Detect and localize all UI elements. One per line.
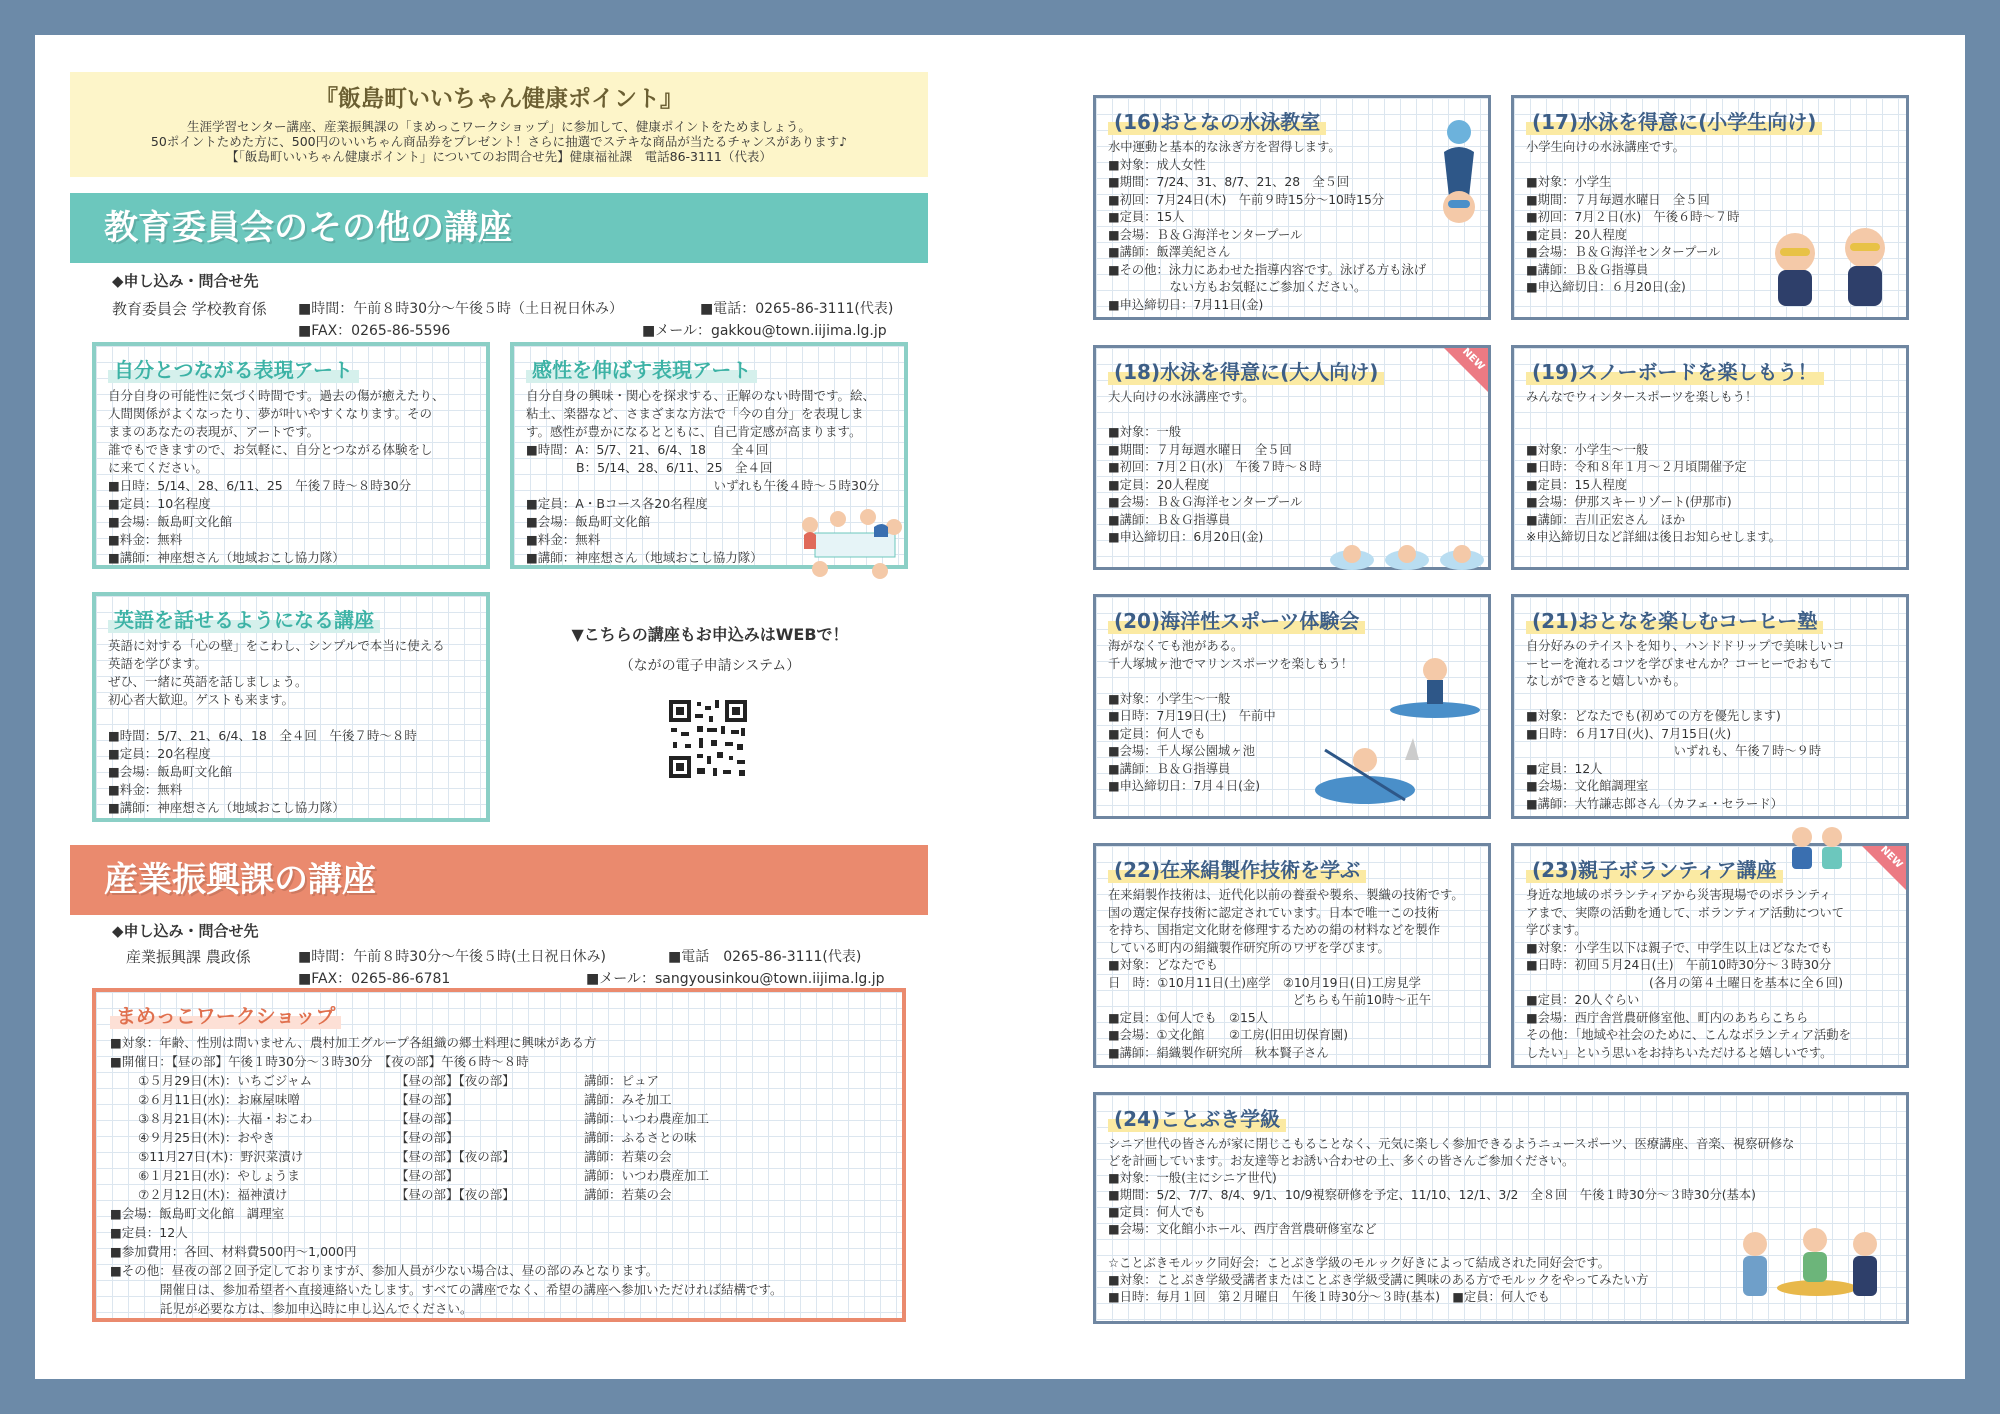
qr-code[interactable] [667,698,749,780]
workshop-box [92,988,906,1322]
schedule-teacher: 講師：若葉の会 [584,1187,672,1202]
schedule-date: ⑥１月21日(水)：やしょうま [138,1168,300,1183]
course-title: (16)おとなの水泳教室 [1108,106,1326,135]
course-title: (21)おとなを楽しむコーヒー塾 [1526,605,1823,634]
education-email[interactable]: ■メール：gakkou@town.iijima.lg.jp [642,323,887,339]
course-body: 海がなくても池がある。 千人塚城ヶ池でマリンスポーツを楽しもう！ ■対象：小学生～一般 ■日時：7月19日(土) 午前中 ■定員：何人でも ■会場：千人塚公園城ヶ池 ■講師：Ｂ＆Ｇ指導員 ■申込締切日：7月４日(金) [1108,639,1354,793]
qr-code-graphic [667,698,749,780]
course-body: 在来絹製作技術は、近代化以前の養蚕や製糸、製織の技術です。 国の選定保存技術に認定されています。日本で唯一この技術 を持ち、国指定文化財を修理するための絹の材料などを製作 している町内の絹織製作研究所のワザを学びます。 ■対象：どなたでも 日 時：①10月11日(土)座学 ②10月19日(日)工房見学 どちらも午前10時～正午 ■定員：①何人でも ②15人 ■会場：①文化館 ②工房(旧田切保育園) ■講師：絹織製作研究所 秋本賢子さん [1108,888,1464,1060]
course-box [1093,843,1491,1068]
course-body: 自分好みのテイストを知り、ハンドドリップで美味しいコ ーヒーを淹れるコツを学びませんか？コーヒーでおもて なしができると嬉しいかも。 ■対象：どなたでも(初めての方を優先します) ■日時：６月17日(火)、7月15日(火) いずれも、午後７時～９時 ■定員：12人 ■会場：文化館調理室 ■講師：大竹謙志郎さん（カフェ・セラード） [1526,639,1845,811]
schedule-row [110,1185,888,1204]
schedule-date: ⑦２月12日(木)：福神漬け [138,1187,288,1202]
schedule-row [110,1071,888,1090]
health-point-title: 『飯島町いいちゃん健康ポイント』 [315,86,683,112]
course-title: (20)海洋性スポーツ体験会 [1108,605,1365,634]
swimmers-illustration [1322,530,1492,620]
education-fax: ■FAX：0265-86-5596 [298,323,451,339]
course-body: 大人向けの水泳講座です。 ■対象：一般 ■期間：７月毎週水曜日 全５回 ■初回：7月２日(水) 午後７時～８時 ■定員：20人程度 ■会場：Ｂ＆Ｇ海洋センタープール ■講師：Ｂ＆Ｇ指導員 ■申込締切日：6月20日(金) [1108,390,1322,544]
schedule-teacher: 講師：いつわ農産加工 [584,1111,710,1126]
course-box [1511,594,1909,819]
schedule-date: ①５月29日(木)：いちごジャム [138,1073,313,1088]
schedule-date: ③８月21日(木)：大福・おこわ [138,1111,313,1126]
industry-email[interactable]: ■メール：sangyousinkou@town.iijima.lg.jp [586,971,885,987]
course-title: (18)水泳を得意に(大人向け) [1108,356,1384,385]
kids-stretching-illustration [1760,218,1900,318]
schedule-part: 【昼の部】 [396,1092,459,1107]
schedule-part: 【昼の部】【夜の部】 [396,1149,515,1164]
web-application-note [520,622,900,675]
workshop-dates-heading: ■開催日：【昼の部】午後１時30分～３時30分 【夜の部】午後６時～８時 [110,1054,529,1069]
schedule-row [110,1166,888,1185]
course-box [1511,843,1909,1068]
industry-phone: ■電話 0265-86-3111(代表) [668,949,862,965]
schedule-row [110,1128,888,1147]
seniors-illustration [1725,1220,1895,1320]
schedule-part: 【昼の部】 [396,1130,459,1145]
course-title: 英語を話せるようになる講座 [108,604,380,633]
health-point-line: 生涯学習センター講座、産業振興課の「まめっこワークショップ」に参加して、健康ポイントをためましょう。 [187,119,811,134]
workshop-title: まめっこワークショップ [110,1000,341,1029]
new-badge-label: NEW [1877,844,1905,871]
course-body: 小学生向けの水泳講座です。 ■対象：小学生 ■期間：７月毎週水曜日 全５回 ■初回：7月２日(水) 午後６時～７時 ■定員：20人程度 ■会場：Ｂ＆Ｇ海洋センタープール ■講師：Ｂ＆Ｇ指導員 ■申込締切日：６月20日(金) [1526,140,1740,294]
course-body: 身近な地域のボランティアから災害現場でのボランティ アまで、実際の活動を通して、ボランティア活動について 学びます。 ■対象：小学生以下は親子で、中学生以上はどなたでも ■日時：初回５月24日(土) 午前10時30分～３時30分 (各月の第４土曜日を基本に全６回) ■定員：20人ぐらい ■会場：西庁舎営農研修室他、町内のあちらこちら その他：「地域や社会のために、こんなボランティア活動を したい」という思いをお持ちいただけると嬉しいです。 [1526,888,1851,1060]
schedule-teacher: 講師：若葉の会 [584,1149,672,1164]
workshop-footer: ■会場：飯島町文化館 調理室 ■定員：12人 ■参加費用：各回、材料費500円～1,000円 ■その他：昼夜の部２回予定しておりますが、参加人員が少ない場合は、昼の部のみとなります。 開催日は、参加希望者へ直接連絡いたします。すべての講座でなく、希望の講座へ参加いただければ結構です。 託児が必要な方は、参加申込時に申し込んでください。 [110,1206,783,1316]
schedule-date: ④９月25日(木)：おやき [138,1130,275,1145]
schedule-date: ②６月11日(水)：お麻屋味噌 [138,1092,300,1107]
course-body: 英語に対する「心の壁」をこわし、シンプルで本当に使える 英語を学びます。 ぜひ、一緒に英語を話しましょう。 初心者大歓迎。ゲストも来ます。 ■時間：5/7、21、6/4、18 全４回 午後７時～８時 ■定員：20名程度 ■会場：飯島町文化館 ■料金：無料 ■講師：神座想さん（地域おこし協力隊） [108,638,445,815]
course-box-art-self [92,342,490,569]
schedule-teacher: 講師：ピュア [584,1073,660,1088]
health-point-line: 【「飯島町いいちゃん健康ポイント」についてのお問合せ先】健康福祉課 電話86-3111（代表） [226,149,772,164]
course-title: (24)ことぶき学級 [1108,1103,1286,1132]
new-badge-label: NEW [1459,346,1487,373]
course-box [1511,345,1909,570]
education-contact-heading: ◆申し込み・問合せ先 [112,272,259,290]
education-hours: ■時間：午前８時30分～午後５時（土日祝日休み） [298,301,624,317]
diver-illustration [1404,112,1504,232]
schedule-teacher: 講師：ふるさとの味 [584,1130,697,1145]
health-point-banner [70,72,928,177]
health-point-line: 50ポイントためた方に、500円のいいちゃん商品券をプレゼント！さらに抽選でステキな商品が当たるチャンスがあります♪ [150,134,848,149]
volunteer-kids-illustration [1786,823,1850,873]
schedule-part: 【昼の部】【夜の部】 [396,1187,515,1202]
schedule-teacher: 講師：みそ加工 [584,1092,672,1107]
industry-fax: ■FAX：0265-86-6781 [298,971,451,987]
workshop-target: ■対象：年齢、性別は問いません、農村加工グループ各組織の郷土料理に興味がある方 [110,1035,597,1050]
web-note-text: ▼こちらの講座もお申込みはWEBで！ [571,625,849,644]
course-box-art-sensibility [510,342,908,569]
workshop-schedule [110,1071,888,1204]
education-phone: ■電話：0265-86-3111(代表) [700,301,894,317]
schedule-row [110,1147,888,1166]
course-title: (17)水泳を得意に(小学生向け) [1526,106,1822,135]
marine-sports-illustration [1305,650,1485,820]
schedule-part: 【昼の部】 [396,1111,459,1126]
industry-section-header: 産業振興課の講座 [70,845,928,915]
web-system-text: （ながの電子申請システム） [619,658,801,674]
course-title: 自分とつながる表現アート [108,354,359,383]
course-body: シニア世代の皆さんが家に閉じこもることなく、元気に楽しく参加できるようニュースポーツ、医療講座、音楽、視察研修な どを計画しています。お友達等とお誘い合わせの上、多くの皆さんご参加ください。 ■対象：一般(主にシニア世代) ■期間：5/2、7/7、8/4、9/1、10/9視察研修を予定、11/10、12/1、3/2 全８回 午後１時30分～３時30分(基本) ■定員：何人でも ■会場：文化館小ホール、西庁舎営農研修室など ☆ことぶきモルック同好会：ことぶき学級のモルック好きによって結成された同好会です。 ■対象：ことぶき学級受講者またはことぶき学級受講に興味のある方でモルックをやってみたい方 ■日時：毎月１回 第２月曜日 午後１時30分～３時(基本) ■定員：何人でも [1108,1137,1795,1304]
industry-dept: 産業振興課 農政係 [126,948,251,966]
schedule-teacher: 講師：いつわ農産加工 [584,1168,710,1183]
course-title: (23)親子ボランティア講座 [1526,854,1783,883]
schedule-row [110,1109,888,1128]
industry-hours: ■時間：午前８時30分～午後５時(土日祝日休み) [298,949,606,965]
education-dept: 教育委員会 学校教育係 [112,300,267,318]
course-body: みんなでウィンタースポーツを楽しもう！ ■対象：小学生～一般 ■日時：令和８年１月～２月頃開催予定 ■定員：15人程度 ■会場：伊那スキーリゾート(伊那市) ■講師：吉川正宏さん ほか ※申込締切日など詳細は後日お知らせします。 [1526,390,1781,544]
course-title: 感性を伸ばす表現アート [526,354,757,383]
course-body: 水中運動と基本的な泳ぎ方を習得します。 ■対象：成人女性 ■期間：7/24、31、8/7、21、28 全５回 ■初回：7月24日(木) 午前９時15分～10時15分 ■定員：15人 ■会場：Ｂ＆Ｇ海洋センタープール ■講師：飯澤美紀さん ■その他：泳力にあわせた指導内容です。泳げる方も泳げ ない方もお気軽にご参加ください。 ■申込締切日：7月11日(金) [1108,140,1427,312]
schedule-row [110,1090,888,1109]
course-body: 自分自身の可能性に気づく時間です。過去の傷が癒えたり、 人間関係がよくなったり、夢が叶いやすくなります。その ままのあなたの表現が、アートです。 誰でもできますので、お気軽に、自分とつながる体験をし に来てください。 ■日時：5/14、28、6/11、25 午後７時～８時30分 ■定員：10名程度 ■会場：飯島町文化館 ■料金：無料 ■講師：神座想さん（地域おこし協力隊） [108,388,445,565]
schedule-date: ⑤11月27日(木)：野沢菜漬け [138,1149,304,1164]
schedule-part: 【昼の部】【夜の部】 [396,1073,515,1088]
course-body: 自分自身の興味・関心を探求する、正解のない時間です。絵、 粘土、楽器など、さまざまな方法で「今の自分」を表現しま す。感性が豊かになるとともに、自己肯定感が高まります。 ■時間：A：5/7、21、6/4、18 全４回 B：5/14、28、6/11、25 全４回 いずれも午後４時～５時30分 ■定員：A・Bコース各20名程度 ■会場：飯島町文化館 ■料金：無料 ■講師：神座想さん（地域おこし協力隊） [526,388,880,565]
course-title: (22)在来絹製作技術を学ぶ [1108,854,1366,883]
course-box-english [92,592,490,822]
schedule-part: 【昼の部】 [396,1168,459,1183]
course-title: (19)スノーボードを楽しもう！ [1526,356,1824,385]
industry-contact-heading: ◆申し込み・問合せ先 [112,922,259,940]
children-drawing-illustration [790,505,910,585]
education-section-header: 教育委員会のその他の講座 [70,193,928,263]
